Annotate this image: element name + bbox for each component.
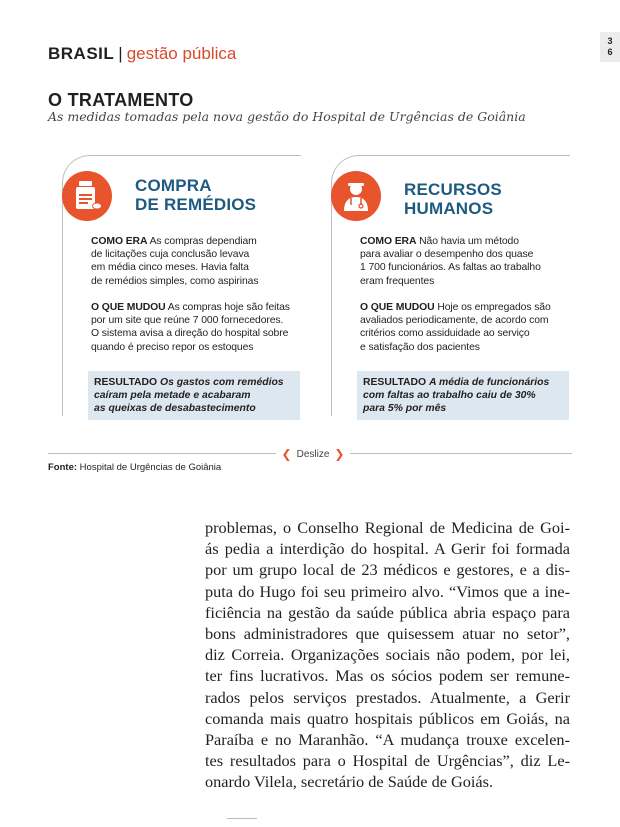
text-line: para 5% por mês <box>363 403 447 415</box>
body-line: onardo Vilela, secretário de Saúde de Goiás. <box>205 772 494 792</box>
subsection-name: gestão pública <box>126 44 237 63</box>
text-line: quando é preciso repor os estoques <box>91 341 254 353</box>
change-label: O QUE MUDOU <box>360 302 435 313</box>
text-line: e satisfação dos pacientes <box>360 341 480 353</box>
text-line: O sistema avisa a direção do hospital sobre <box>91 328 289 340</box>
text-line: critérios como assiduidade ao serviço <box>360 328 530 340</box>
page-subtitle: As medidas tomadas pela nova gestão do Hospital de Urgências de Goiânia <box>48 109 526 124</box>
text-line: caíram pela metade e acabaram <box>94 390 251 402</box>
medicine-bottle-icon <box>62 171 112 221</box>
body-line: ficiência na gestão da saúde pública abria espaço para <box>205 602 570 622</box>
card-title-line: HUMANOS <box>404 199 494 218</box>
body-line: problemas, o Conselho Regional de Medicina de Goi- <box>205 518 570 537</box>
swipe-divider-left <box>48 453 276 454</box>
swipe-label: Deslize <box>296 448 330 460</box>
body-line: por um grupo local de 23 médicos e gestores, e a dis- <box>205 560 570 580</box>
text-line: 1 700 funcionários. As faltas ao trabalho <box>360 262 541 274</box>
result-box-human-resources <box>357 371 569 420</box>
text-line: com faltas ao trabalho caiu de 30% <box>363 390 536 402</box>
body-line: comanda mais quatro hospitais públicos em Goiás, na <box>205 708 570 728</box>
text-line: de licitações cuja conclusão levava <box>91 249 250 261</box>
text-line: Os gastos com remédios <box>160 377 284 388</box>
swipe-divider-right <box>350 453 572 454</box>
before-label: COMO ERA <box>360 236 417 247</box>
text-line: em média cinco meses. Havia falta <box>91 262 249 274</box>
source-text: Hospital de Urgências de Goiânia <box>79 462 222 473</box>
body-line: rados pelos serviços prestados. Atualmente, a Gerir <box>205 687 570 707</box>
text-line: eram frequentes <box>360 275 435 287</box>
page-number-digit-2: 6 <box>607 47 613 57</box>
change-label: O QUE MUDOU <box>91 302 166 313</box>
text-line: as queixas de desabastecimento <box>94 403 256 415</box>
card-title-line: RECURSOS <box>404 180 502 199</box>
chevron-right-icon[interactable]: ❯ <box>334 447 345 461</box>
text-line: Hoje os empregados são <box>437 302 551 313</box>
card-title-human-resources <box>404 180 502 218</box>
text-line: As compras hoje são feitas <box>167 302 290 313</box>
card-title-line: DE REMÉDIOS <box>135 195 257 214</box>
card-title-medicines <box>135 176 256 214</box>
body-line: diz Correia. Organizações sociais não podem, por lei, <box>205 645 570 665</box>
text-line: Não havia um método <box>419 236 519 247</box>
text-line: para avaliar o desempenho dos quase <box>360 249 534 261</box>
swipe-control[interactable] <box>278 446 348 462</box>
before-text-medicines <box>91 235 296 288</box>
body-line: puta do Hugo foi seu primeiro alvo. “Vimos que a ine- <box>205 581 570 601</box>
chevron-left-icon[interactable]: ❮ <box>281 447 292 461</box>
before-text-human-resources <box>360 235 565 288</box>
section-header <box>48 44 236 64</box>
body-line: Paraíba e no Maranhão. “A mudança trouxe excelen- <box>205 730 570 750</box>
body-line: tes resultados para o Hospital de Urgências”, diz Le- <box>205 751 570 771</box>
card-title-line: COMPRA <box>135 176 212 195</box>
text-line: As compras dependiam <box>149 236 257 247</box>
result-box-medicines <box>88 371 300 420</box>
before-label: COMO ERA <box>91 236 148 247</box>
change-text-human-resources <box>360 301 570 354</box>
body-line: ter fins lucrativos. Mas os sócios podem ser remune- <box>205 666 570 686</box>
source-label: Fonte: <box>48 462 78 473</box>
text-line: por um site que reúne 7 000 fornecedores. <box>91 315 284 327</box>
change-text-medicines <box>91 301 301 354</box>
source-note <box>48 462 221 473</box>
footer-rule <box>227 818 257 819</box>
result-label: RESULTADO <box>363 377 427 388</box>
page-number-digit-1: 3 <box>607 36 613 46</box>
text-line: A média de funcionários <box>429 377 550 388</box>
body-line: bons administradores que quisessem atuar no setor”, <box>205 624 570 644</box>
page-title: O TRATAMENTO <box>48 90 194 110</box>
text-line: de remédios simples, como aspirinas <box>91 275 259 287</box>
text-line: avaliados periodicamente, de acordo com <box>360 315 549 327</box>
article-body <box>205 517 570 793</box>
body-line: ás pedia a interdição do hospital. A Gerir foi formada <box>205 539 570 559</box>
result-label: RESULTADO <box>94 377 158 388</box>
page-number <box>600 32 620 62</box>
doctor-icon <box>331 171 381 221</box>
section-name: BRASIL <box>48 44 115 63</box>
section-separator: | <box>118 44 123 63</box>
